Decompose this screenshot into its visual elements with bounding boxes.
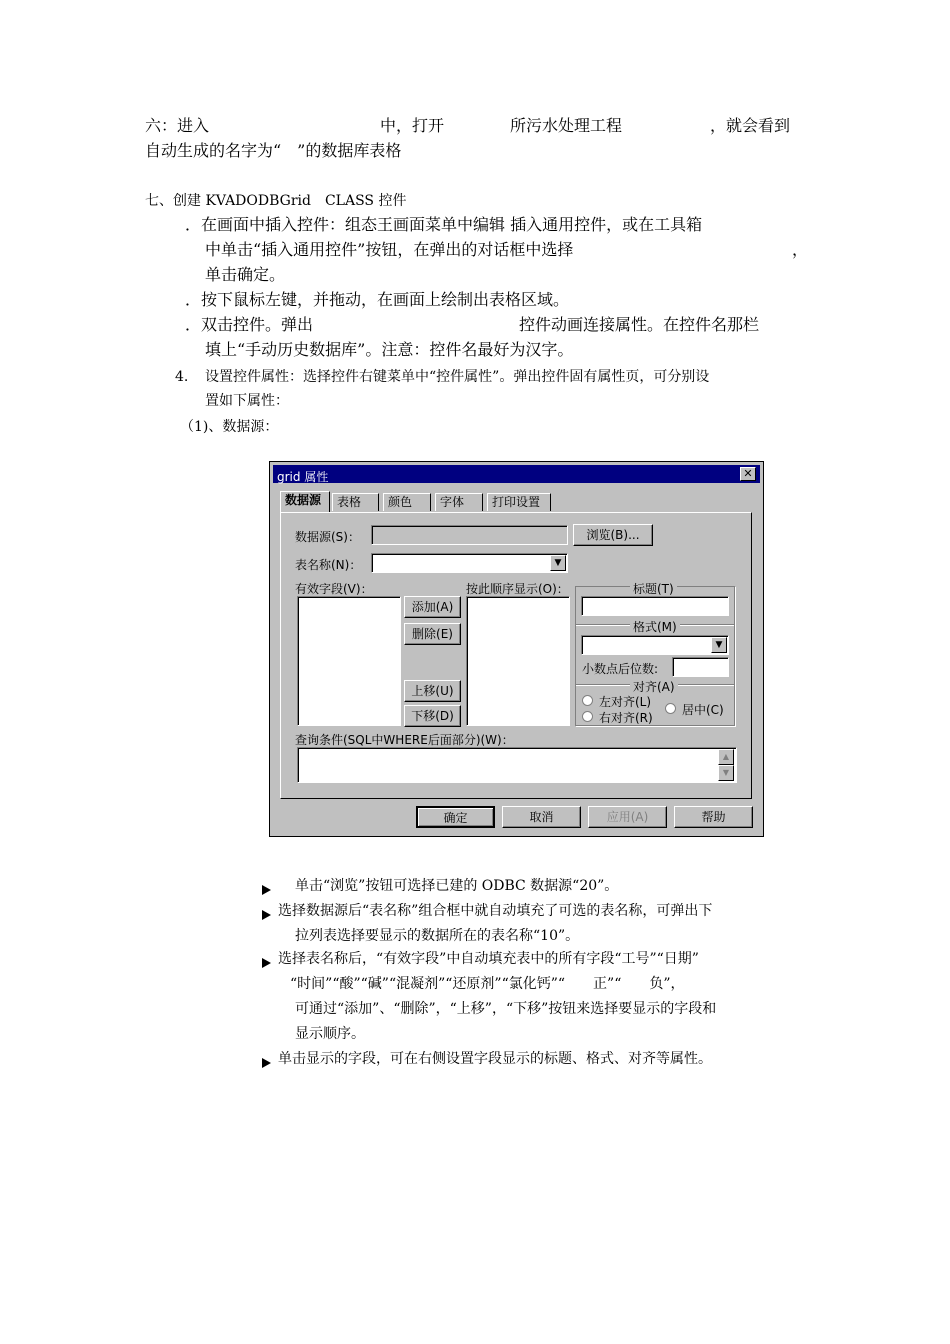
step1-line2-end: ， xyxy=(792,240,809,259)
bullet-4-line-1: 单击显示的字段，可在右侧设置字段显示的标题、格式、对齐等属性。 xyxy=(278,1051,712,1067)
chevron-down-icon[interactable]: ▼ xyxy=(550,555,566,571)
valid-fields-label: 有效字段(V)： xyxy=(295,582,373,596)
bullet-2-line-1: 选择数据源后“表名称”组合框中就自动填充了可选的表名称，可弹出下 xyxy=(278,903,713,919)
section6-text-b: 中，打开 xyxy=(380,116,445,135)
bullet-1-line-1: 单击“浏览”按钮可选择已建的 ODBC 数据源“20”。 xyxy=(295,878,619,894)
display-order-label: 按此顺序显示(O)： xyxy=(466,582,569,596)
title-input[interactable] xyxy=(581,596,729,616)
display-order-list[interactable] xyxy=(466,596,570,726)
bullet-arrow-icon xyxy=(262,955,271,971)
valid-fields-list[interactable] xyxy=(297,596,401,726)
datasource-label: 数据源(S)： xyxy=(295,530,360,544)
format-combobox[interactable] xyxy=(581,635,729,655)
bullet-3-line-2: “时间”“酸”“碱”“混凝剂”“还原剂”“氯化钙”“ 正”“ 负”， xyxy=(290,976,685,992)
tablename-label: 表名称(N)： xyxy=(295,558,362,572)
tab-print-settings[interactable]: 打印设置 xyxy=(487,493,551,511)
align-left-radio[interactable] xyxy=(582,695,593,706)
align-right-radio[interactable] xyxy=(582,711,593,722)
decimal-places-label: 小数点后位数: xyxy=(582,662,659,676)
section6-text-a: 六：进入 xyxy=(145,116,210,135)
ok-button[interactable]: 确定 xyxy=(416,806,495,828)
datasource-field[interactable] xyxy=(371,525,568,545)
tab-font[interactable]: 字体 xyxy=(435,493,483,511)
query-condition-label: 查询条件(SQL中WHERE后面部分)(W)： xyxy=(295,733,514,747)
step2-text: ．按下鼠标左键，并拖动，在画面上绘制出表格区域。 xyxy=(185,290,570,309)
chevron-down-icon[interactable]: ▼ xyxy=(711,637,727,653)
tab-datasource[interactable]: 数据源 xyxy=(280,491,330,513)
delete-button[interactable]: 删除(E) xyxy=(404,623,461,645)
section7-heading: 七、创建 KVADODBGrid CLASS 控件 xyxy=(145,193,407,209)
step4-line1: 设置控件属性：选择控件右键菜单中“控件属性”。弹出控件固有属性页，可分别设 xyxy=(205,369,710,385)
tablename-combobox[interactable] xyxy=(371,553,568,573)
bullet-2-line-2: 拉列表选择要显示的数据所在的表名称“10”。 xyxy=(295,928,580,944)
decimal-places-input[interactable] xyxy=(672,657,729,677)
scroll-down-icon[interactable]: ▼ xyxy=(718,765,734,781)
step1-line3: 单击确定。 xyxy=(205,265,286,284)
step3-line1a: ．双击控件。弹出 xyxy=(185,315,314,334)
bullet-3-line-4: 显示顺序。 xyxy=(295,1026,365,1042)
align-center-radio[interactable] xyxy=(665,703,676,714)
tab-table[interactable]: 表格 xyxy=(332,493,379,511)
step4-number: 4. xyxy=(175,369,189,385)
help-button[interactable]: 帮助 xyxy=(674,806,753,828)
section6-text-c: 所污水处理工程 xyxy=(510,116,623,135)
scroll-up-icon[interactable]: ▲ xyxy=(718,749,734,765)
step1-line1: ．在画面中插入控件：组态王画面菜单中编辑 插入通用控件，或在工具箱 xyxy=(185,215,703,234)
move-up-button[interactable]: 上移(U) xyxy=(404,680,461,702)
dialog-title: grid 属性 xyxy=(277,470,329,484)
bullet-3-line-1: 选择表名称后，“有效字段”中自动填充表中的所有字段“工号”“日期” xyxy=(278,951,699,967)
step3-line1b: 控件动画连接属性。在控件名那栏 xyxy=(519,315,760,334)
align-right-label: 右对齐(R) xyxy=(599,711,653,725)
bullet-arrow-icon xyxy=(262,907,271,923)
grid-properties-dialog xyxy=(269,461,764,837)
step1-line2: 中单击“插入通用控件”按钮，在弹出的对话框中选择 xyxy=(205,240,574,259)
bullet-3-line-3: 可通过“添加”、“删除”，“上移”，“下移”按钮来选择要显示的字段和 xyxy=(295,1001,717,1017)
apply-button[interactable]: 应用(A) xyxy=(588,806,667,828)
bullet-arrow-icon xyxy=(262,1055,271,1071)
cancel-button[interactable]: 取消 xyxy=(502,806,581,828)
tab-color[interactable]: 颜色 xyxy=(383,493,431,511)
step4-line2: 置如下属性： xyxy=(205,393,289,409)
bullet-arrow-icon xyxy=(262,882,271,898)
browse-button[interactable]: 浏览(B)... xyxy=(573,524,653,546)
close-icon[interactable]: ✕ xyxy=(740,467,756,481)
step3-line2: 填上“手动历史数据库”。注意：控件名最好为汉字。 xyxy=(205,340,574,359)
align-group-label: 对齐(A) xyxy=(630,678,678,695)
query-condition-input[interactable] xyxy=(297,747,737,783)
sub-heading-datasource: （1)、数据源： xyxy=(180,419,279,435)
dialog-titlebar xyxy=(273,465,760,483)
title-group-label: 标题(T) xyxy=(630,580,677,597)
format-group-label: 格式(M) xyxy=(630,618,680,635)
align-center-label: 居中(C) xyxy=(682,703,724,717)
section6-text-d: ，就会看到 xyxy=(710,116,791,135)
align-left-label: 左对齐(L) xyxy=(599,695,652,709)
add-button[interactable]: 添加(A) xyxy=(404,596,461,618)
move-down-button[interactable]: 下移(D) xyxy=(404,705,461,727)
section6-line2: 自动生成的名字为“ ”的数据库表格 xyxy=(145,141,402,160)
